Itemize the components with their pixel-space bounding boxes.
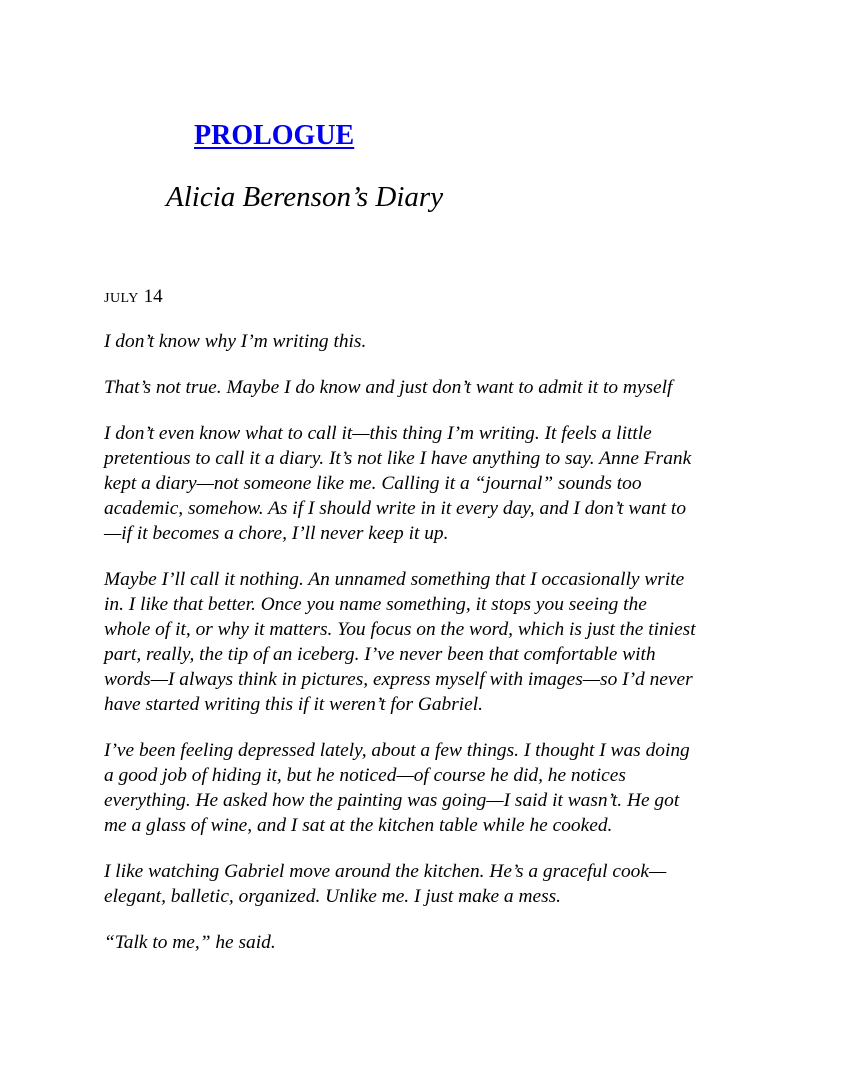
paragraph <box>104 859 764 909</box>
text-line: words—I always think in pictures, express myself with images—so I’d never <box>104 669 693 690</box>
text-line: a good job of hiding it, but he noticed—of course he did, he notices <box>104 765 626 786</box>
text-line: I’ve been feeling depressed lately, about a few things. I thought I was doing <box>104 740 690 761</box>
chapter-title-link[interactable]: PROLOGUE <box>194 120 355 151</box>
text-line: kept a diary—not someone like me. Calling it a “journal” sounds too <box>104 473 642 494</box>
text-line: in. I like that better. Once you name something, it stops you seeing the <box>104 594 647 615</box>
text-line: part, really, the tip of an iceberg. I’ve never been that comfortable with <box>104 644 656 665</box>
entry-date-month: JULY <box>104 291 139 306</box>
paragraph <box>104 329 764 354</box>
paragraph <box>104 567 764 717</box>
diary-subtitle: Alicia Berenson’s Diary <box>166 181 444 213</box>
paragraph <box>104 930 764 955</box>
text-line: I don’t know why I’m writing this. <box>104 331 367 352</box>
text-line: That’s not true. Maybe I do know and just don’t want to admit it to myself <box>104 377 673 398</box>
entry-date <box>104 284 163 312</box>
paragraph <box>104 375 764 400</box>
diary-body <box>104 329 764 976</box>
text-line: whole of it, or why it matters. You focus on the word, which is just the tiniest <box>104 619 696 640</box>
text-line: —if it becomes a chore, I’ll never keep it up. <box>104 523 449 544</box>
paragraph <box>104 421 764 546</box>
text-line: academic, somehow. As if I should write in it every day, and I don’t want to <box>104 498 687 519</box>
text-line: have started writing this if it weren’t for Gabriel. <box>104 694 484 715</box>
text-line: I don’t even know what to call it—this thing I’m writing. It feels a little <box>104 423 652 444</box>
text-line: “Talk to me,” he said. <box>104 932 276 953</box>
paragraph <box>104 738 764 838</box>
text-line: elegant, balletic, organized. Unlike me. I just make a mess. <box>104 886 562 907</box>
text-line: Maybe I’ll call it nothing. An unnamed something that I occasionally write <box>104 569 685 590</box>
text-line: everything. He asked how the painting was going—I said it wasn’t. He got <box>104 790 680 811</box>
entry-date-day: 14 <box>143 286 163 307</box>
text-line: me a glass of wine, and I sat at the kitchen table while he cooked. <box>104 815 613 836</box>
text-line: pretentious to call it a diary. It’s not like I have anything to say. Anne Frank <box>104 448 692 469</box>
text-line: I like watching Gabriel move around the kitchen. He’s a graceful cook— <box>104 861 667 882</box>
